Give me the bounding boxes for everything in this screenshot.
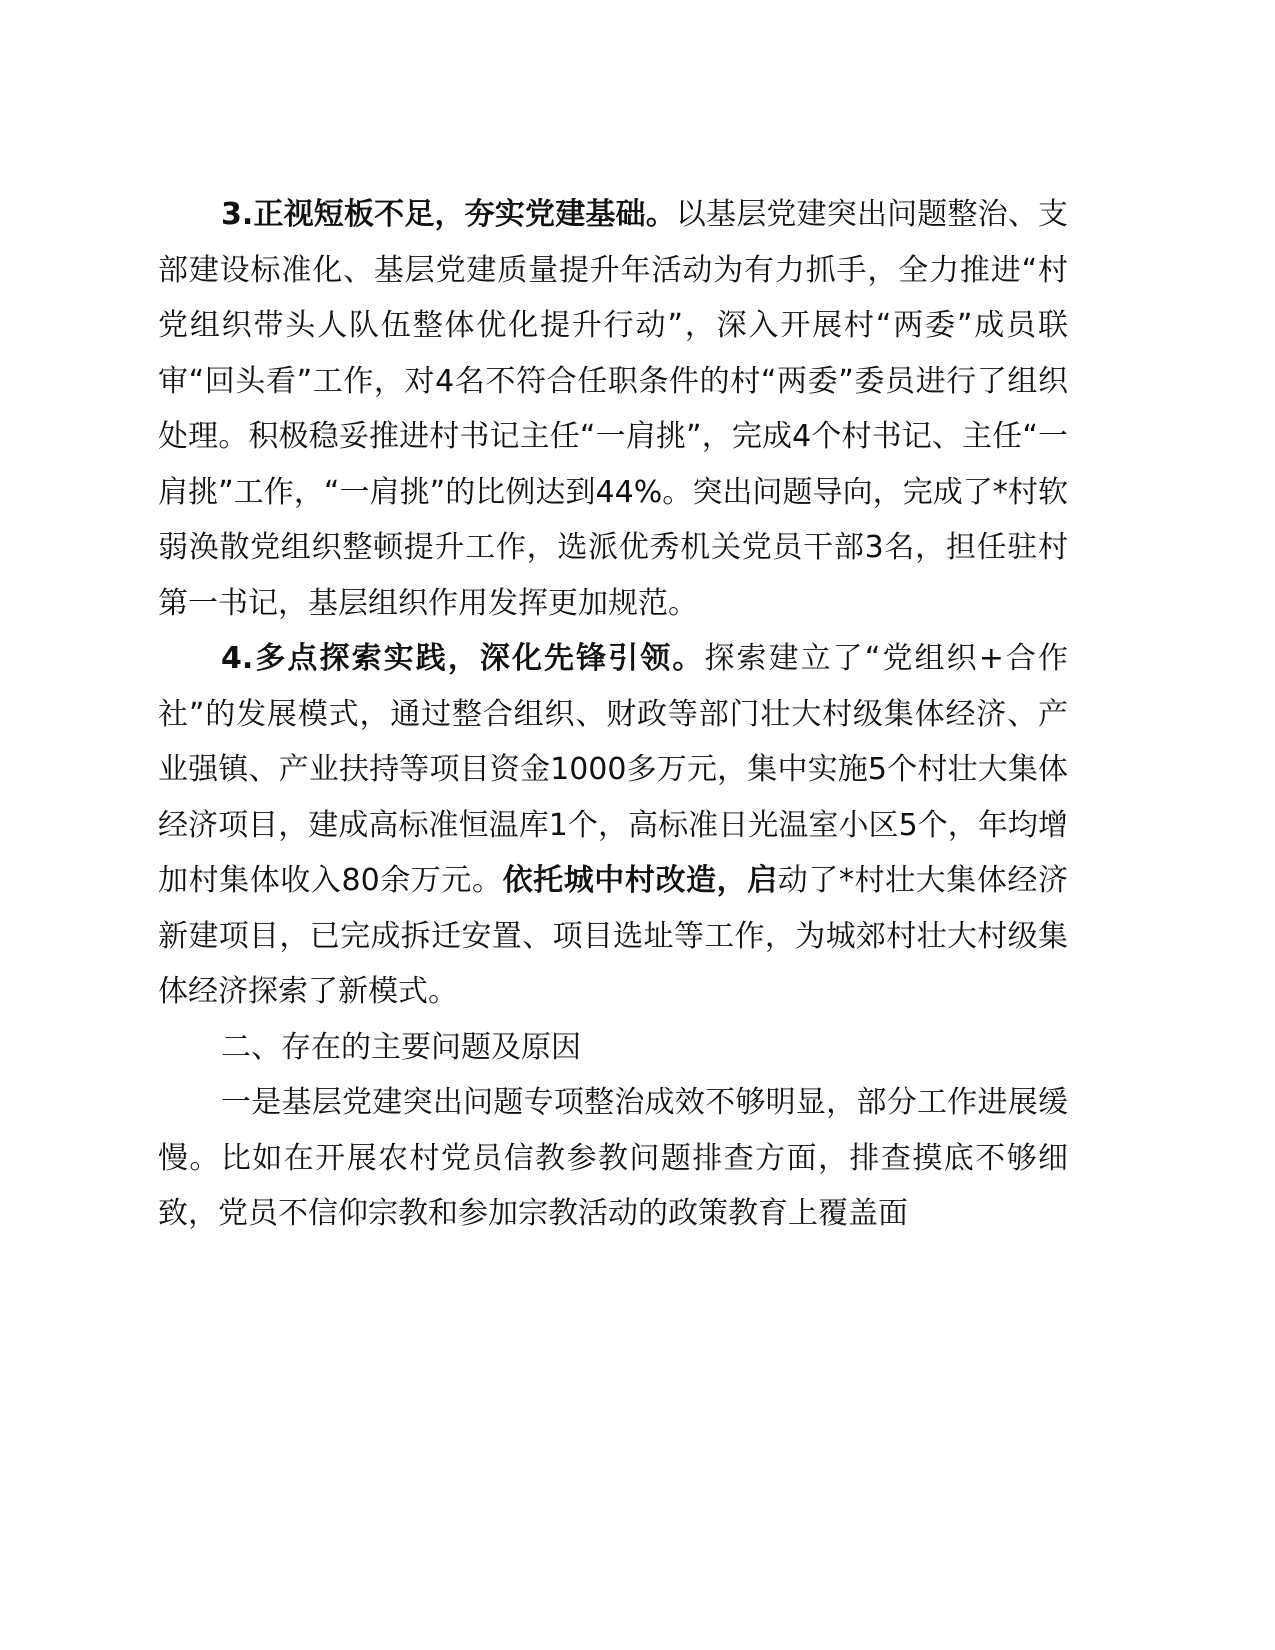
- paragraph-3: [158, 187, 1068, 631]
- section-heading: 二、存在的主要问题及原因: [221, 1029, 581, 1065]
- paragraph-3-text: 以基层党建突出问题整治、支部建设标准化、基层党建质量提升年活动为有力抓手，全力推进“村党组织带头人队伍整体优化提升行动”，深入开展村“两委”成员联审“回头看”工作，对4名不符合任职条件的村“两委”委员进行了组织处理。积极稳妥推进村书记主任“一肩挑”，完成4个村书记、主任“一肩挑”工作，“一肩挑”的比例达到44%。突出问题导向，完成了*村软弱涣散党组织整顿提升工作，选派优秀机关党员干部3名，担任驻村第一书记，基层组织作用发挥更加规范。: [158, 197, 1069, 621]
- paragraph-4: [158, 631, 1068, 1020]
- paragraph-4-title: 4.多点探索实践，深化先锋引领。: [221, 641, 705, 676]
- paragraph-4-text-after: 动了*村壮大集体经济新建项目，已完成拆迁安置、项目选址等工作，为城郊村壮大村级集体经济探索了新模式。: [158, 863, 1068, 1009]
- paragraph-3-title: 3.正视短板不足，夯实党建基础。: [221, 197, 676, 232]
- paragraph-4-text: 探索建立了“党组织+合作社”的发展模式，通过整合组织、财政等部门壮大村级集体经济、产业强镇、产业扶持等项目资金1000多万元，集中实施5个村壮大集体经济项目，建成高标准恒温库1个，高标准日光温室小区5个，年均增加村集体收入80余万元。: [158, 641, 1068, 898]
- paragraph-4-bold-text: 依托城中村改造，启: [502, 863, 778, 898]
- document-body: [158, 187, 1068, 1242]
- problem-paragraph: 一是基层党建突出问题专项整治成效不够明显，部分工作进展缓慢。比如在开展农村党员信教参教问题排查方面，排查摸底不够细致，党员不信仰宗教和参加宗教活动的政策教育上覆盖面: [158, 1085, 1068, 1231]
